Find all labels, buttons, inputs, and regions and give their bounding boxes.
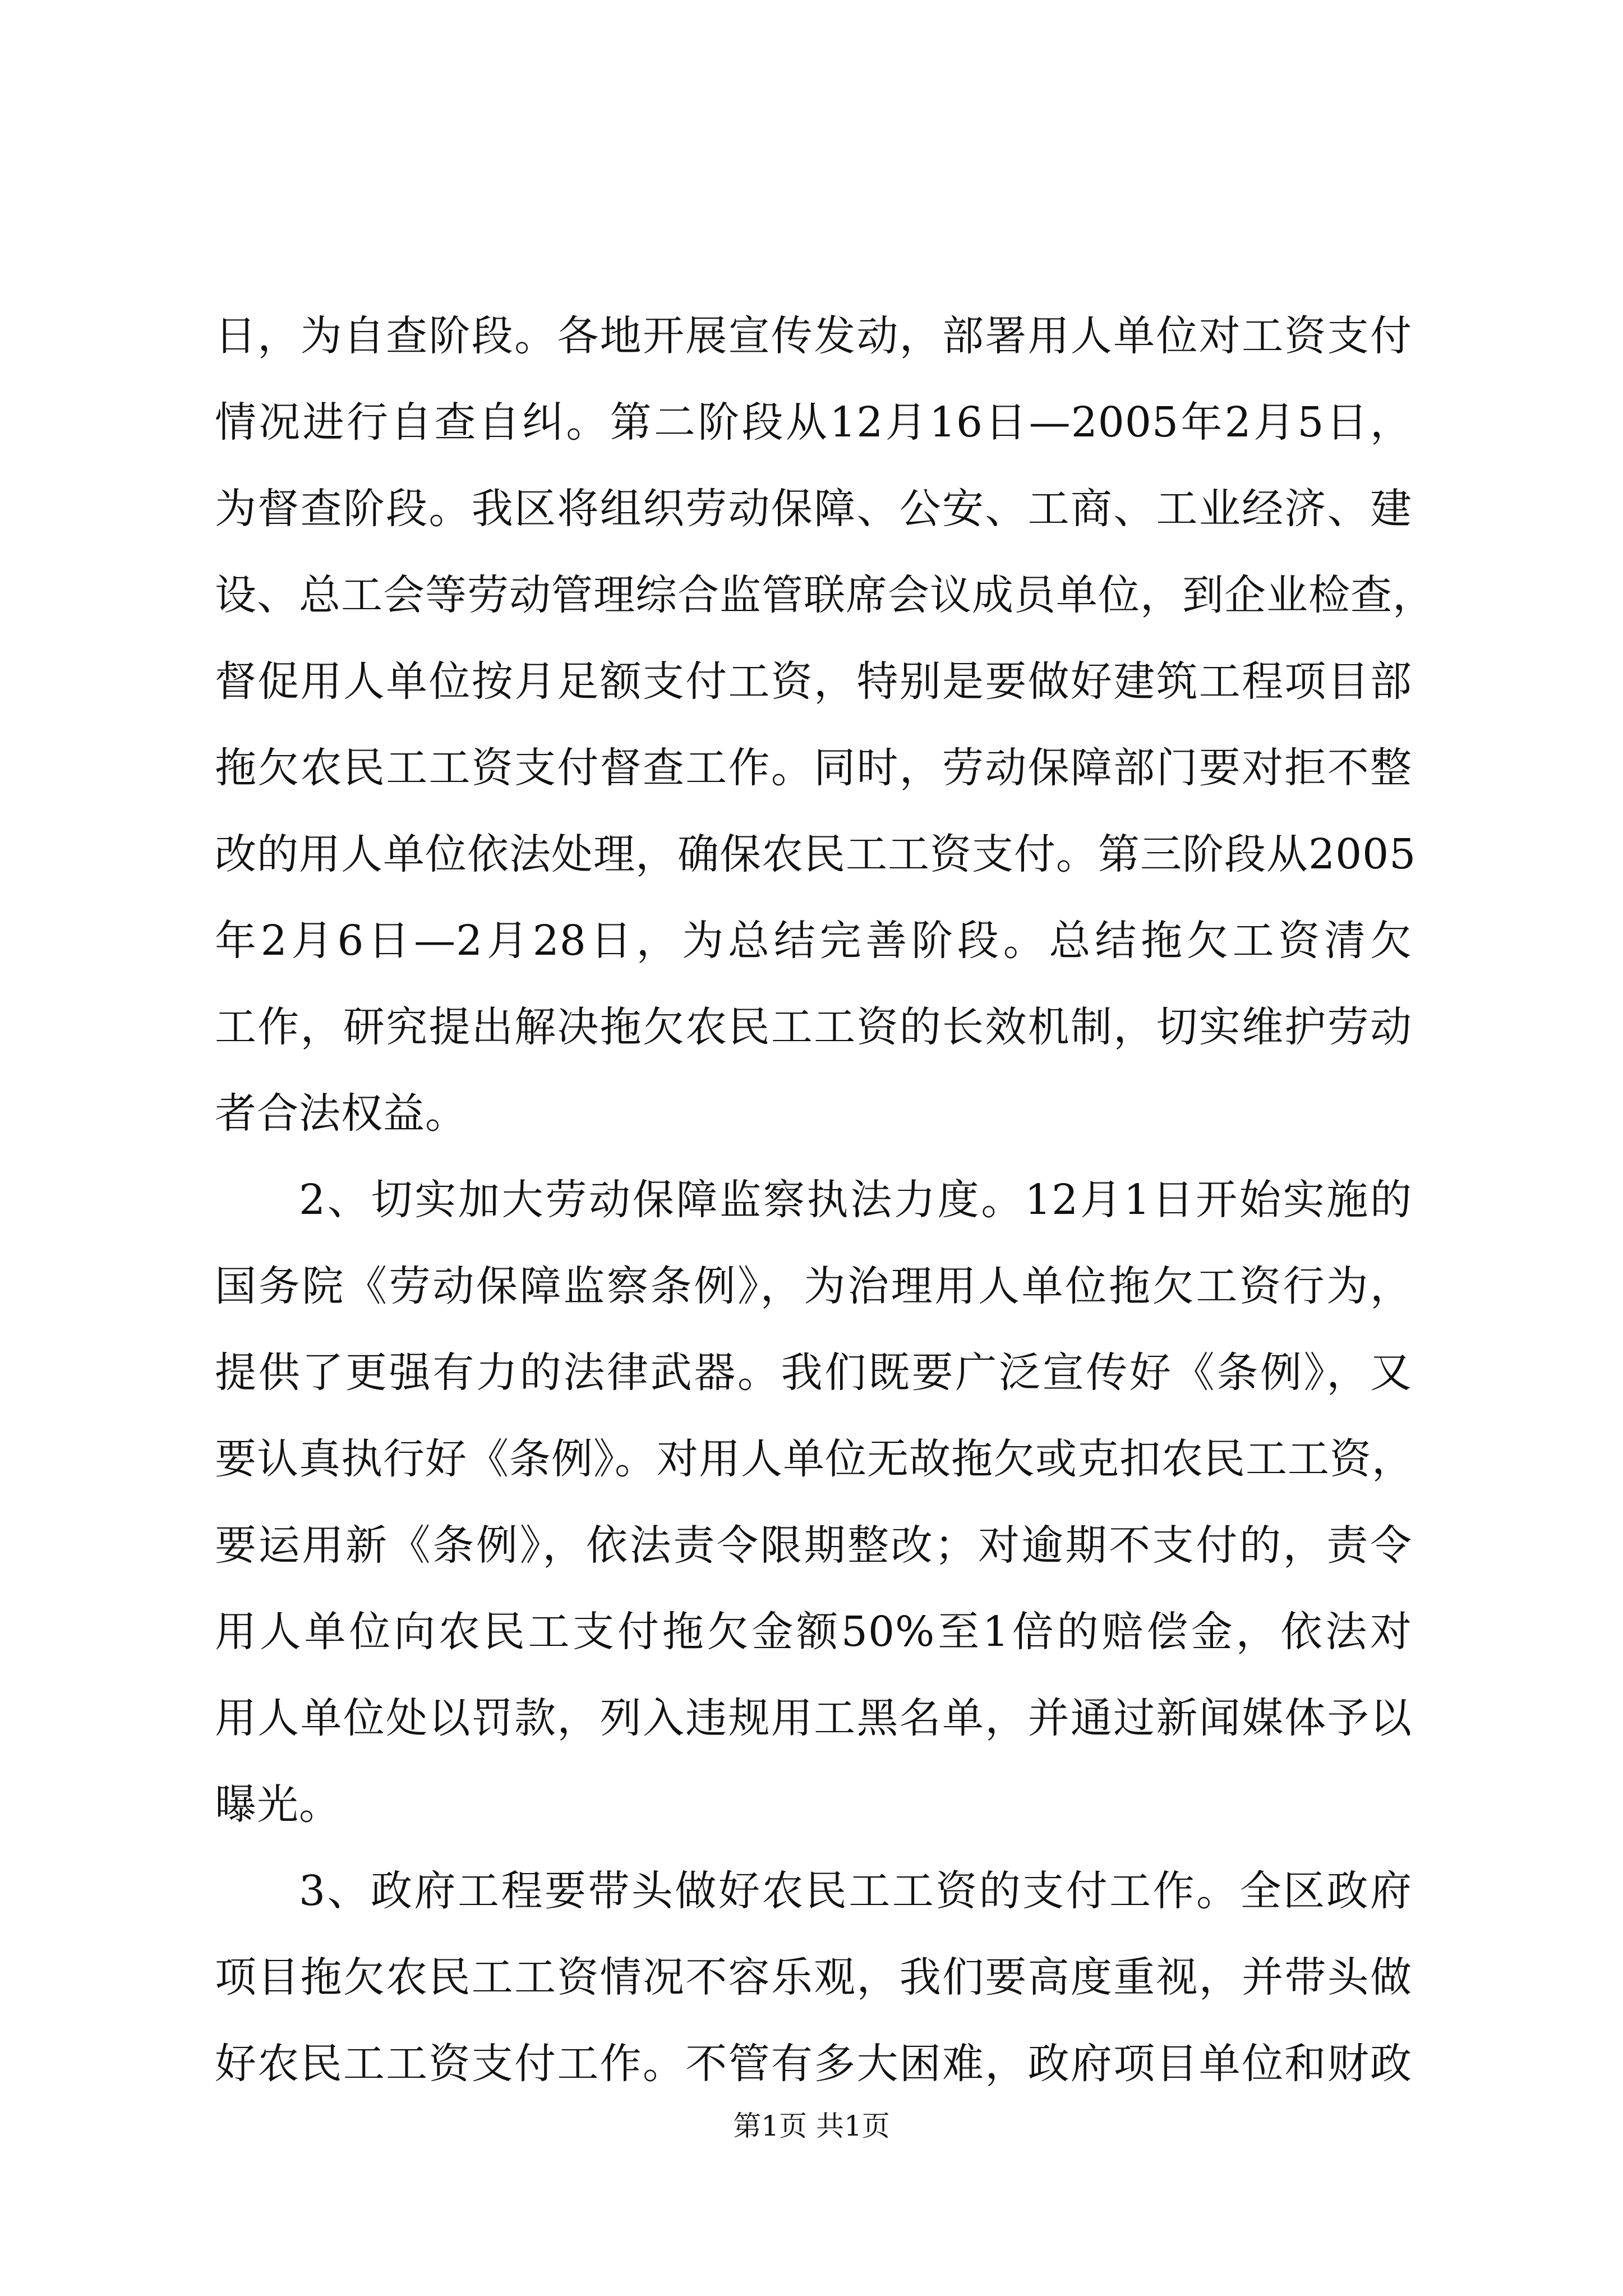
text-line: 工作，研究提出解决拖欠农民工工资的长效机制，切实维护劳动 <box>215 1003 1412 1051</box>
paragraph-start-line: 2、切实加大劳动保障监察执法力度。12月1日开始实施的 <box>299 1176 1412 1224</box>
text-line: 提供了更强有力的法律武器。我们既要广泛宣传好《条例》，又 <box>215 1349 1412 1397</box>
text-line: 要认真执行好《条例》。对用人单位无故拖欠或克扣农民工工资， <box>215 1435 1414 1483</box>
document-body <box>215 293 1435 2107</box>
text-line: 好农民工工资支付工作。不管有多大困难，政府项目单位和财政 <box>215 2040 1412 2088</box>
text-line: 年2月6日—2月28日，为总结完善阶段。总结拖欠工资清欠 <box>215 917 1412 965</box>
paragraph-end-line: 曝光。 <box>215 1780 341 1829</box>
text-line: 要运用新《条例》，依法责令限期整改；对逾期不支付的，责令 <box>215 1521 1412 1570</box>
page-number-footer: 第1页 共1页 <box>733 2110 890 2142</box>
text-line: 拖欠农民工工资支付督查工作。同时，劳动保障部门要对拒不整 <box>215 744 1412 792</box>
text-line: 用人单位向农民工支付拖欠金额50%至1倍的赔偿金，依法对 <box>215 1608 1412 1656</box>
text-line: 改的用人单位依法处理，确保农民工工资支付。第三阶段从2005 <box>215 830 1417 878</box>
text-line: 情况进行自查自纠。第二阶段从12月16日—2005年2月5日， <box>215 398 1412 447</box>
text-line: 用人单位处以罚款，列入违规用工黑名单，并通过新闻媒体予以 <box>215 1694 1412 1742</box>
text-line: 为督查阶段。我区将组织劳动保障、公安、工商、工业经济、建 <box>215 485 1412 533</box>
text-line: 设、总工会等劳动管理综合监管联席会议成员单位，到企业检查， <box>215 571 1435 619</box>
text-line: 督促用人单位按月足额支付工资，特别是要做好建筑工程项目部 <box>215 657 1412 706</box>
paragraph-end-line: 者合法权益。 <box>215 1089 467 1138</box>
text-line: 项目拖欠农民工工资情况不容乐观，我们要高度重视，并带头做 <box>215 1953 1412 2001</box>
text-line: 日，为自查阶段。各地开展宣传发动，部署用人单位对工资支付 <box>215 312 1412 360</box>
paragraph-start-line: 3、政府工程要带头做好农民工工资的支付工作。全区政府 <box>299 1867 1412 1915</box>
text-line: 国务院《劳动保障监察条例》，为治理用人单位拖欠工资行为， <box>215 1262 1412 1310</box>
